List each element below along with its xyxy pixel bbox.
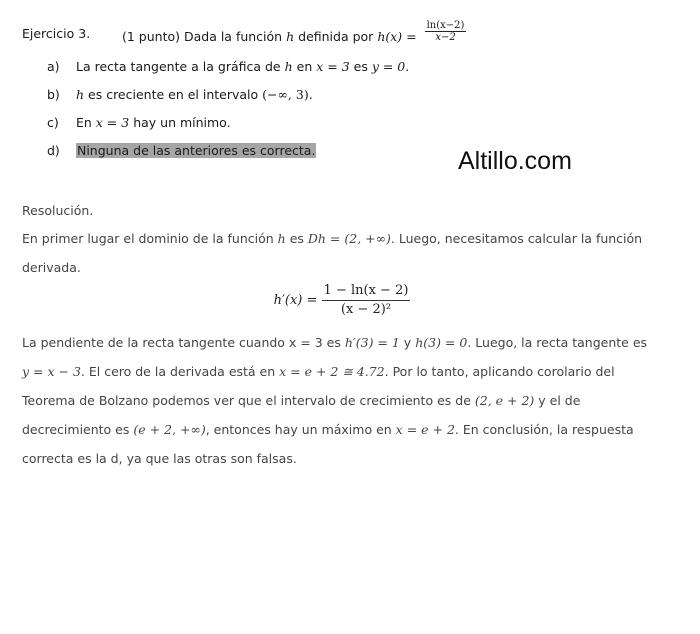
text-span: Teorema de Bolzano podemos ver que el intervalo de crecimiento es de — [22, 393, 475, 408]
paragraph-line — [22, 328, 662, 357]
fraction-numerator: ln(x−2) — [426, 20, 465, 31]
text-span: . Por lo tanto, aplicando corolario del — [384, 364, 615, 379]
formula-lhs: h′(x) = — [273, 293, 318, 308]
text-span: decrecimiento es — [22, 422, 134, 437]
math-span: h′(3) = 1 — [344, 335, 400, 350]
text-span: En primer lugar el dominio de la función — [22, 231, 278, 246]
option-text: . — [308, 87, 313, 102]
function-fraction — [425, 20, 467, 43]
statement-prefix: (1 punto) Dada la función — [122, 29, 283, 44]
option-c — [47, 115, 231, 130]
resolution-title: Resolución. — [22, 203, 94, 218]
formula-fraction — [322, 282, 411, 319]
formula-numerator: 1 − ln(x − 2) — [322, 282, 411, 301]
exercise-block — [22, 14, 682, 158]
text-span: es — [285, 231, 308, 246]
option-text: en — [292, 59, 317, 74]
option-label: c) — [47, 115, 59, 130]
paragraph-line: derivada. — [22, 260, 81, 275]
paragraph-line — [22, 224, 662, 253]
exercise-statement — [122, 20, 466, 49]
math-span: y = x − 3 — [22, 364, 81, 379]
watermark-logo: Altillo.com — [458, 147, 572, 175]
formula-denominator: (x − 2)² — [340, 302, 392, 317]
function-symbol: h — [286, 29, 295, 44]
derivative-formula — [22, 282, 662, 328]
math-span: (e + 2, +∞) — [133, 422, 206, 437]
text-span: , entonces hay un máximo en — [205, 422, 396, 437]
paragraph-line — [22, 386, 662, 415]
fraction-denominator: x−2 — [435, 32, 456, 43]
option-math: x = 3 — [95, 115, 130, 130]
option-label: a) — [47, 59, 60, 74]
option-text: es — [349, 59, 372, 74]
option-math: h — [284, 59, 293, 74]
math-span: Dh = (2, +∞) — [307, 231, 391, 246]
math-span: x = e + 2 ≅ 4.72 — [279, 364, 385, 379]
option-math: x = 3 — [316, 59, 350, 74]
option-math: h — [75, 87, 85, 102]
text-span: . El cero de la derivada está en — [80, 364, 280, 379]
paragraph-line — [22, 415, 662, 444]
math-span: x = e + 2 — [395, 422, 455, 437]
text-span: . Luego, la recta tangente es — [467, 335, 648, 350]
exercise-number: Ejercicio 3. — [22, 26, 91, 41]
text-span: y — [399, 335, 416, 350]
math-span: h — [277, 231, 286, 246]
option-text: En — [75, 115, 96, 130]
text-span: . En conclusión, la respuesta — [454, 422, 634, 437]
math-span: (2, e + 2) — [474, 393, 535, 408]
math-span: h(3) = 0 — [415, 335, 468, 350]
paragraph-line: correcta es la d, ya que las otras son falsas. — [22, 451, 297, 466]
text-span: y el de — [534, 393, 581, 408]
option-d — [47, 143, 316, 158]
option-label: b) — [47, 87, 60, 102]
text-span: . Luego, necesitamos calcular la función — [390, 231, 643, 246]
option-label: d) — [47, 143, 60, 158]
statement-mid: definida por — [298, 29, 374, 44]
option-text: hay un mínimo. — [129, 115, 231, 130]
option-b — [47, 87, 313, 102]
option-math: y = 0 — [371, 59, 406, 74]
paragraph-line — [22, 357, 662, 386]
resolution-block — [22, 196, 662, 473]
option-text-highlighted: Ninguna de las anteriores es correcta. — [76, 143, 316, 158]
text-span: La pendiente de la recta tangente cuando x = 3 es — [22, 335, 345, 350]
option-a — [47, 59, 409, 74]
option-text: La recta tangente a la gráfica de — [75, 59, 285, 74]
exercise-header — [22, 14, 682, 54]
function-lhs: h(x) = — [377, 29, 417, 44]
option-math: (−∞, 3) — [262, 87, 309, 102]
option-text: es creciente en el intervalo — [84, 87, 263, 102]
option-text: . — [405, 59, 410, 74]
